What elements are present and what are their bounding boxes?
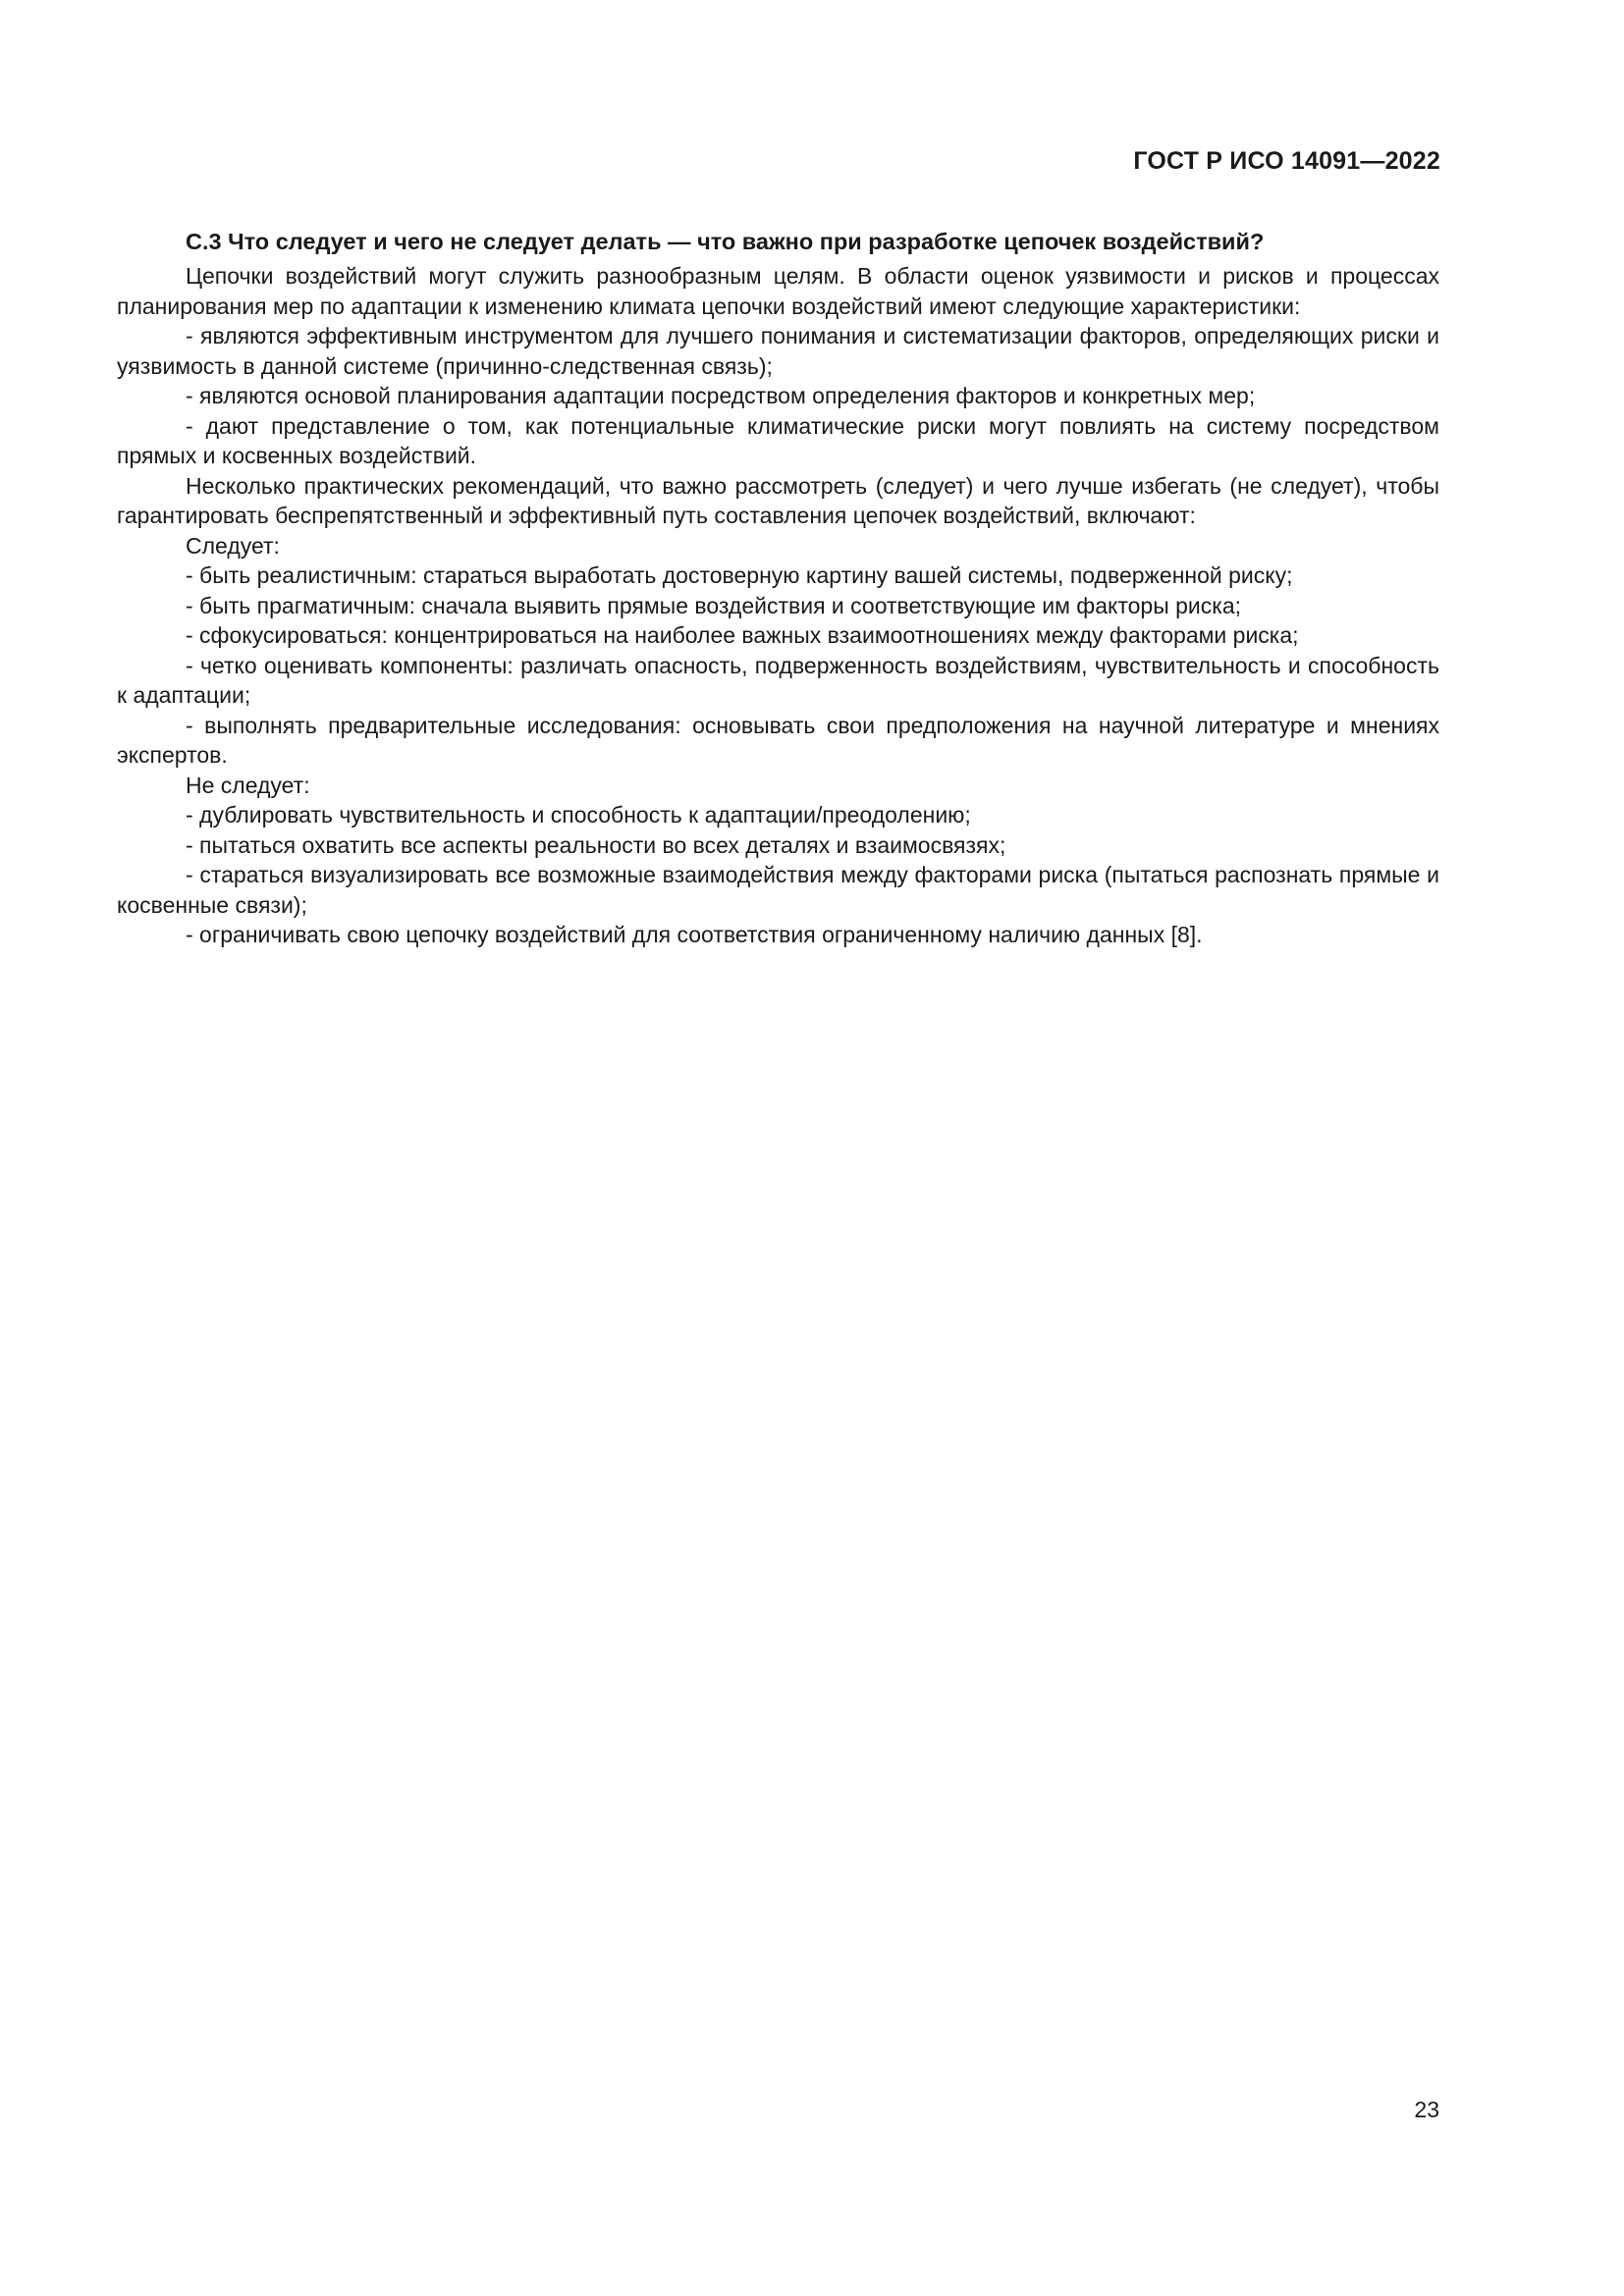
subheading-do: Следует: [186, 532, 280, 559]
list-item-dont-4: - ограничивать свою цепочку воздействий для соответствия ограниченному наличию данных [8]. [186, 922, 1203, 947]
paragraph-intro: Цепочки воздействий могут служить разнообразным целям. В области оценок уязвимости и рисков и процессах планирования мер по адаптации к изменению климата цепочки воздействий имеют следующие характеристики: [117, 263, 1439, 319]
list-item-dont-3: - стараться визуализировать все возможные взаимодействия между факторами риска (пытаться распознать прямые и косвенные связи); [117, 862, 1439, 918]
list-item-dont-2: - пытаться охватить все аспекты реальности во всех деталях и взаимосвязях; [186, 831, 1006, 858]
list-item-characteristic-3: - дают представление о том, как потенциальные климатические риски могут повлиять на систему посредством прямых и косвенных воздействий. [117, 412, 1439, 468]
list-item-do-5: - выполнять предварительные исследования: основывать свои предположения на научной литературе и мнениях экспертов. [117, 712, 1439, 768]
list-item-do-4: - четко оценивать компоненты: различать опасность, подверженность воздействиям, чувствительность и способность к адаптации; [117, 652, 1439, 708]
section-heading: С.3 Что следует и чего не следует делать — что важно при разработке цепочек воздействий? [186, 229, 1265, 254]
list-item-dont-1: - дублировать чувствительность и способность к адаптации/преодолению; [186, 802, 971, 828]
document-standard-id: ГОСТ Р ИСО 14091—2022 [1133, 147, 1440, 175]
list-item-do-3: - сфокусироваться: концентрироваться на наиболее важных взаимоотношениях между факторами риска; [186, 622, 1299, 648]
list-item-do-1: - быть реалистичным: стараться выработать достоверную картину вашей системы, подверженной риску; [186, 562, 1293, 588]
section-body [117, 226, 1439, 950]
subheading-dont: Не следует: [186, 772, 310, 798]
list-item-do-2: - быть прагматичным: сначала выявить прямые воздействия и соответствующие им факторы риска; [186, 592, 1242, 618]
paragraph-recommendations: Несколько практических рекомендаций, что важно рассмотреть (следует) и чего лучше избегать (не следует), чтобы гарантировать беспрепятственный и эффективный путь составления цепочек воздействий, включают: [117, 472, 1439, 528]
list-item-characteristic-2: - являются основой планирования адаптации посредством определения факторов и конкретных мер; [186, 383, 1256, 408]
page-number: 23 [1414, 2097, 1439, 2122]
list-item-characteristic-1: - являются эффективным инструментом для лучшего понимания и систематизации факторов, определяющих риски и уязвимость в данной системе (причинно-следственная связь); [117, 323, 1439, 379]
